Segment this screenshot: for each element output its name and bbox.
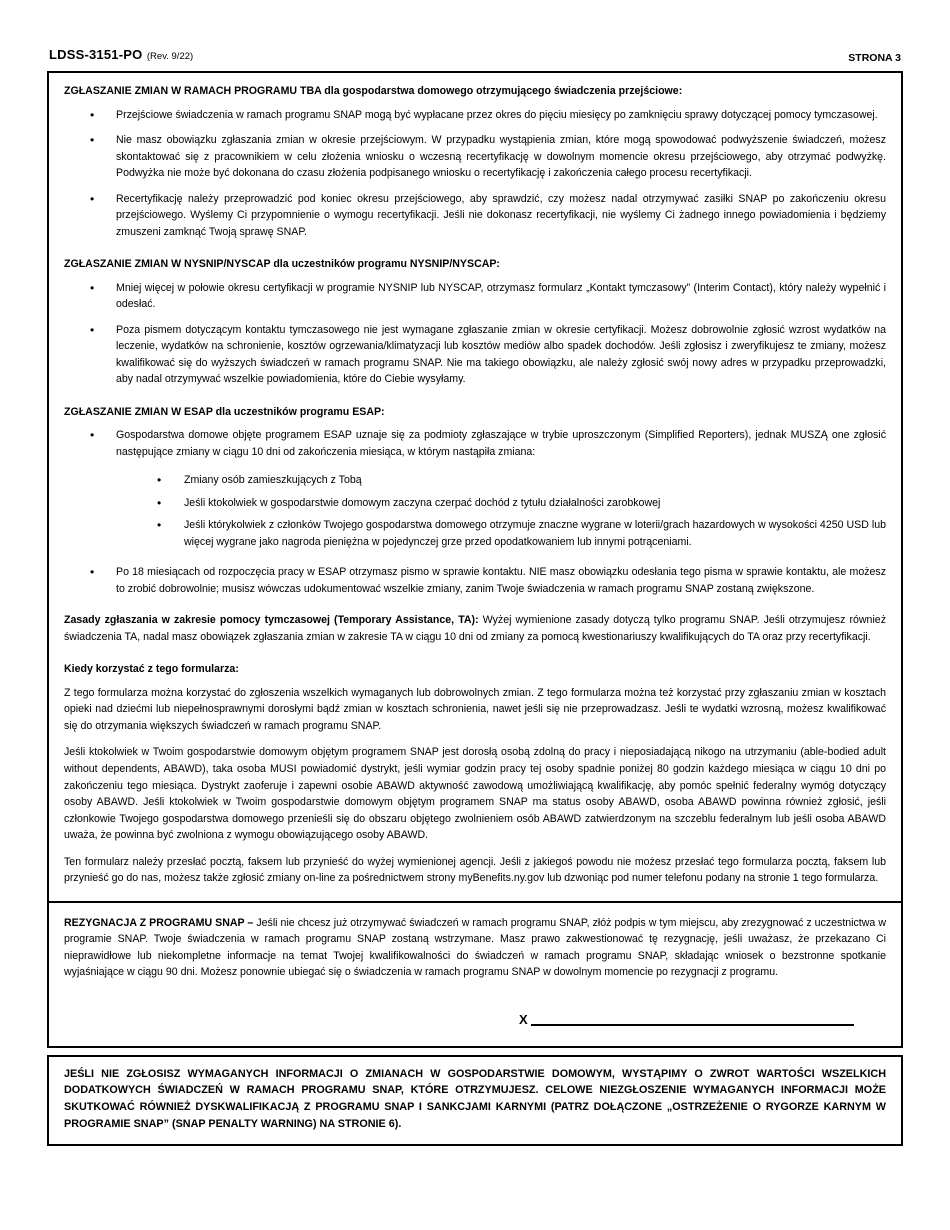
nysnip-bullet: • Mniej więcej w połowie okresu certyfikacji w programie NYSNIP lub NYSCAP, otrzymasz formularz „Kontakt tymczasowy” (Interim Contact), który należy wypełnić i odesłać. bbox=[64, 280, 886, 313]
nysnip-bullet-list bbox=[64, 280, 886, 388]
resignation-paragraph bbox=[64, 915, 886, 981]
nysnip-section-heading: ZGŁASZANIE ZMIAN W NYSNIP/NYSCAP dla uczestników programu NYSNIP/NYSCAP: bbox=[64, 258, 500, 271]
ta-rules-lead: Zasady zgłaszania w zakresie pomocy tymczasowej (Temporary Assistance, TA): bbox=[64, 614, 479, 627]
page-number-label: STRONA 3 bbox=[848, 52, 901, 64]
resignation-lead: REZYGNACJA Z PROGRAMU SNAP – bbox=[64, 916, 254, 929]
esap-intro-list bbox=[64, 427, 886, 460]
tba-bullet: • Przejściowe świadczenia w ramach programu SNAP mogą być wypłacane przez okres do pięciu miesięcy po zamknięciu sprawy dotyczącej pomocy tymczasowej. bbox=[64, 107, 886, 124]
main-instructions-box bbox=[47, 71, 903, 903]
penalty-warning-box bbox=[47, 1055, 903, 1146]
tba-section-heading: ZGŁASZANIE ZMIAN W RAMACH PROGRAMU TBA dla gospodarstwa domowego otrzymującego świadczenia przejściowe: bbox=[64, 85, 683, 97]
tba-bullet-list bbox=[64, 107, 886, 241]
ta-rules-paragraph bbox=[64, 612, 886, 645]
esap-sub-bullet: • Jeśli którykolwiek z członków Twojego gospodarstwa domowego otrzymuje znaczne wygrane w loterii/grach hazardowych w wysokości 4250 USD lub więcej wygrane jako nagroda pieniężna w pojedynczej grze przed opodatkowaniem lub innymi potrąceniami. bbox=[64, 517, 886, 550]
form-identifier bbox=[49, 46, 193, 64]
abawd-paragraph: Jeśli ktokolwiek w Twoim gospodarstwie domowym objętym programem SNAP jest dorosłą osobą zdolną do pracy i nieposiadającą nikogo na utrzymaniu (able-bodied adult without dependents, ABAWD), taka osoba MUSI powiadomić dystrykt, jeśli wymiar godzin pracy tej osoby spadnie poniżej 80 godzin każdego miesiąca w ciągu 10 dni po zakończeniu tego miesiąca. Dystrykt zaoferuje i zapewni osobie ABAWD aktywność zawodową umożliwiającą kwalifikację, aby pomóc spełnić federalny wymóg dotyczący osoby ABAWD. Jeśli ktokolwiek w Twoim gospodarstwie domowym objętym programem SNAP ma status osoby ABAWD, osoba ABAWD powinna również zgłosić, jeśli członkowie Twojego gospodarstwa domowego przenieśli się do obszaru objętego zwolnieniem osób ABAWD zatwierdzonym na szczeblu federalnym lub jeśli osoba ABAWD uważa, że powinna być zwolniona z wymogu obowiązującego osoby ABAWD. bbox=[64, 746, 886, 842]
when-to-use-heading: Kiedy korzystać z tego formularza: bbox=[64, 663, 239, 676]
form-id: LDSS-3151-PO bbox=[49, 47, 143, 62]
nysnip-bullet: • Poza pismem dotyczącym kontaktu tymczasowego nie jest wymagane zgłaszanie zmian w okresie certyfikacji. Możesz dobrowolnie zgłosić wzrost wydatków na leczenie, wydatków na schronienie, kosztów ogrzewania/klimatyzacji lub kosztów mediów albo spadek dochodów. Jeśli zgłosisz i zweryfikujesz te zmiany, możesz kwalifikować się do wyższych świadczeń w ramach programu SNAP. Nie ma takiego obowiązku, ale należy zgłosić swój nowy adres w przypadku przeprowadzki, aby nadal otrzymywać wszelkie powiadomienia, które do Ciebie wysyłamy. bbox=[64, 322, 886, 388]
tba-bullet: • Recertyfikację należy przeprowadzić pod koniec okresu przejściowego, aby sprawdzić, czy możesz nadal otrzymywać zasiłki SNAP po zakończeniu okresu przejściowego. Wyślemy Ci przypomnienie o wymogu recertyfikacji. Jeśli nie dokonasz recertyfikacji, nie wyślemy Ci żadnego innego powiadomienia i będziemy zmuszeni zamknąć Twoją sprawę SNAP. bbox=[64, 191, 886, 241]
esap-sub-bullet: • Zmiany osób zamieszkujących z Tobą bbox=[64, 472, 886, 489]
esap-sub-bullet: • Jeśli ktokolwiek w gospodarstwie domowym zaczyna czerpać dochód z tytułu działalności zarobkowej bbox=[64, 495, 886, 512]
tba-bullet: • Nie masz obowiązku zgłaszania zmian w okresie przejściowym. W przypadku wystąpienia zmian, które mogą spowodować podwyższenie świadczeń, możesz skontaktować się z pracownikiem w celu złożenia wniosku o wczesną recertyfikację w dowolnym momencie okresu przejściowego, aby otrzymać podwyżkę. Podwyżka nie może być dokonana do czasu złożenia podpisanego wniosku o recertyfikację i zakończenia całego procesu recertyfikacji. bbox=[64, 132, 886, 182]
form-revision: (Rev. 9/22) bbox=[146, 51, 194, 62]
when-to-use-paragraph: Z tego formularza można korzystać do zgłoszenia wszelkich wymaganych lub dobrowolnych zmian. Z tego formularza można też korzystać przy zgłaszaniu zmian w kosztach opieki nad dziećmi lub niepełnosprawnymi dorosłymi bądź zmian w kosztach schronienia, nawet jeśli się nie przeprowadzasz. Jeśli te wydatki wzrosną, możesz kwalifikować się do otrzymania większych świadczeń w ramach programu SNAP. bbox=[64, 686, 886, 732]
penalty-warning-text: JEŚLI NIE ZGŁOSISZ WYMAGANYCH INFORMACJI O ZMIANACH W GOSPODARSTWIE DOMOWYM, WYSTĄPIMY O ZWROT WARTOŚCI WSZELKICH DODATKOWYCH ŚWIADCZEŃ W RAMACH PROGRAMU SNAP, KTÓRE OTRZYMUJESZ. CELOWE NIEZGŁOSZENIE WYMAGANYCH INFORMACJI MOŻE SKUTKOWAĆ RÓWNIEŻ DYSKWALIFIKACJĄ Z PROGRAMU SNAP I SANKCJAMI KARNYMI (PATRZ DOŁĄCZONE „OSTRZEŻENIE O RYGORZE KARNYM W PROGRAMIE SNAP” (SNAP PENALTY WARNING) NA STRONIE 6). bbox=[64, 1067, 886, 1130]
esap-intro-bullet: • Gospodarstwa domowe objęte programem ESAP uznaje się za podmioty zgłaszające w trybie uproszczonym (Simplified Reporters), jednak MUSZĄ one zgłosić następujące zmiany w ciągu 10 dni od zakończenia miesiąca, w którym nastąpiła zmiana: bbox=[64, 427, 886, 460]
page-header bbox=[47, 46, 903, 64]
signature-x-mark: X bbox=[519, 1011, 528, 1027]
snap-resignation-box bbox=[47, 901, 903, 1048]
esap-sub-bullet-list bbox=[64, 472, 886, 550]
ta-rules-text: Wyżej wymienione zasady dotyczą tylko programu SNAP. Jeśli otrzymujesz również świadczenia TA, nadal masz obowiązek zgłaszania zmian w zakresie TA w ciągu 10 dni od zmiany za pomocą kwestionariuszy kwalifikujących do TA oraz przy recertyfikacji. bbox=[64, 614, 886, 643]
signature-block bbox=[519, 1009, 854, 1026]
signature-line[interactable] bbox=[531, 1009, 854, 1026]
esap-final-list bbox=[64, 564, 886, 597]
resignation-text: Jeśli nie chcesz już otrzymywać świadczeń w ramach programu SNAP, złóż podpis w tym miejscu, aby zrezygnować z uczestnictwa w programie SNAP. Twoje świadczenia w ramach programu SNAP zostaną wstrzymane. Masz prawo zakwestionować tę rezygnację, jeśli uważasz, że przekazano Ci nieprawidłowe lub niekompletne informacje na temat Twojej kwalifikowalności do świadczeń w ramach programu SNAP, składając wniosek o bezstronne spotkanie wyjaśniające w ciągu 90 dni. Możesz ponownie ubiegać się o świadczenia w ramach programu SNAP w dowolnym momencie po rezygnacji z programu. bbox=[64, 916, 886, 979]
esap-final-bullet: • Po 18 miesiącach od rozpoczęcia pracy w ESAP otrzymasz pismo w sprawie kontaktu. NIE masz obowiązku odesłania tego pisma w sprawie kontaktu, ale możesz to zrobić dobrowolnie; musisz wówczas udokumentować wszelkie zmiany, zanim Twoje świadczenia w ramach programu SNAP zostaną zwiększone. bbox=[64, 564, 886, 597]
submission-paragraph: Ten formularz należy przesłać pocztą, faksem lub przynieść do wyżej wymienionej agencji. Jeśli z jakiegoś powodu nie możesz przesłać tego formularza pocztą, faksem lub przynieść go do nas, możesz także zgłosić zmiany on-line za pośrednictwem strony myBenefits.ny.gov lub dzwoniąc pod numer telefonu podany na stronie 1 tego formularza. bbox=[64, 855, 886, 885]
esap-section-heading: ZGŁASZANIE ZMIAN W ESAP dla uczestników programu ESAP: bbox=[64, 405, 385, 418]
